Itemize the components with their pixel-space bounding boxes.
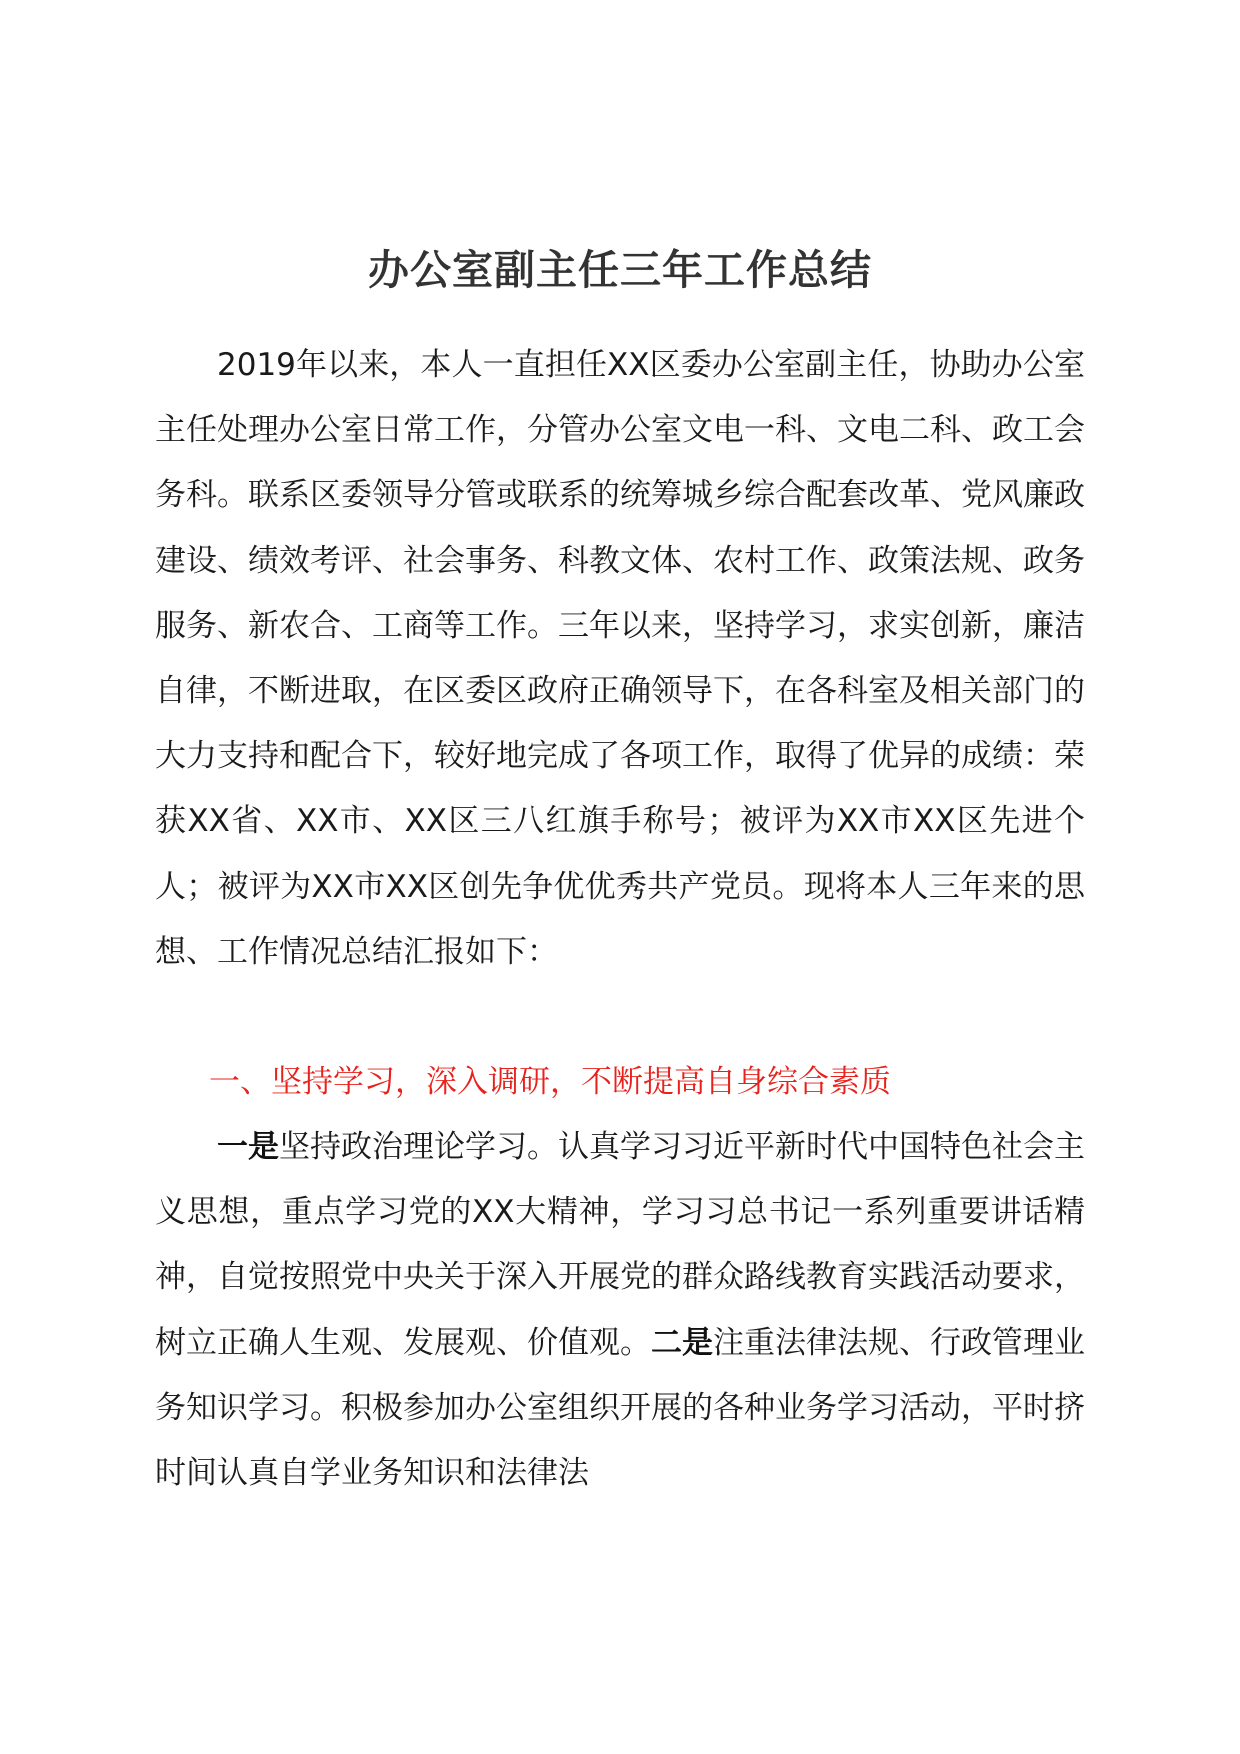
- lead-phrase-2: 二是: [651, 1324, 713, 1361]
- paragraph-text-2: 注重法律法规、行政管理业务知识学习。积极参加办公室组织开展的各种业务学习活动，平时挤时间认真自学业务知识和法律法: [155, 1324, 1085, 1492]
- intro-paragraph: 2019年以来，本人一直担任XX区委办公室副主任，协助办公室主任处理办公室日常工作，分管办公室文电一科、文电二科、政工会务科。联系区委领导分管或联系的统筹城乡综合配套改革、党风廉政建设、绩效考评、社会事务、科教文体、农村工作、政策法规、政务服务、新农合、工商等工作。三年以来，坚持学习，求实创新，廉洁自律，不断进取，在区委区政府正确领导下，在各科室及相关部门的大力支持和配合下，较好地完成了各项工作，取得了优异的成绩：荣获XX省、XX市、XX区三八红旗手称号；被评为XX市XX区先进个人；被评为XX市XX区创先争优优秀共产党员。现将本人三年来的思想、工作情况总结汇报如下：: [155, 347, 1085, 970]
- document-title: 办公室副主任三年工作总结: [368, 246, 872, 294]
- paragraph-text-1: 坚持政治理论学习。认真学习习近平新时代中国特色社会主义思想，重点学习党的XX大精神，学习习总书记一系列重要讲话精神，自觉按照党中央关于深入开展党的群众路线教育实践活动要求，树立正确人生观、发展观、价值观。: [155, 1129, 1085, 1361]
- section-1-paragraph: [155, 1115, 1085, 1506]
- section-1-heading: 一、坚持学习，深入调研，不断提高自身综合素质: [209, 1064, 891, 1100]
- lead-phrase-1: 一是: [217, 1129, 279, 1165]
